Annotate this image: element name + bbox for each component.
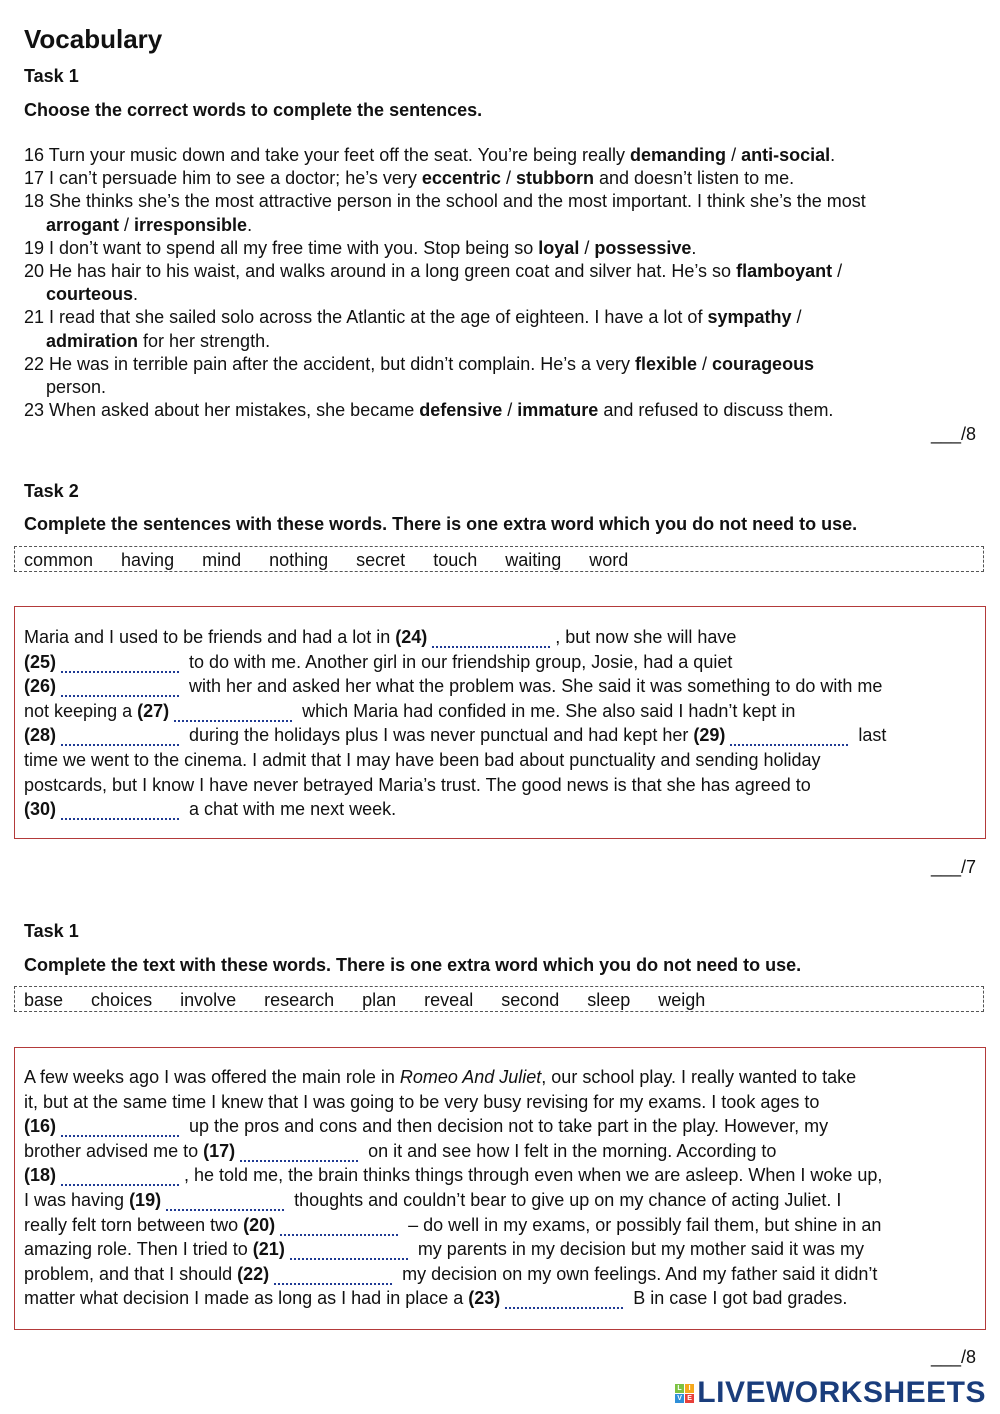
- text-line: [15, 748, 985, 773]
- bold-text: flamboyant: [736, 260, 833, 281]
- text: 16 Turn your music down and take your feet off the seat. You’re being really: [24, 145, 631, 165]
- task-heading: Task 1: [24, 66, 79, 86]
- text: person.: [46, 376, 107, 397]
- text: postcards, but I know I have never betrayed Maria’s trust. The good news is that she has agreed to: [24, 774, 811, 795]
- logo-tile: I: [685, 1384, 694, 1393]
- text: B in case I got bad grades.: [628, 1288, 848, 1309]
- bold-text: (26): [24, 676, 57, 697]
- text: 18 She thinks she’s the most attractive person in the school and the most important. I think she’s the most: [24, 191, 866, 212]
- text: which Maria had confided in me. She also said I hadn’t kept in: [297, 700, 796, 721]
- bold-text: (19): [129, 1189, 162, 1210]
- text-line: [15, 1262, 985, 1287]
- word-bank-item: waiting: [505, 550, 562, 570]
- word-bank: [14, 546, 984, 572]
- score: ___/8: [930, 1347, 976, 1367]
- word-bank-item: word: [589, 550, 629, 570]
- word-bank-item: mind: [202, 550, 242, 570]
- text: 22 He was in terrible pain after the accident, but didn’t complain. He’s a very: [24, 353, 635, 374]
- bold-text: (28): [24, 725, 57, 746]
- text-line: [24, 330, 984, 353]
- bold-text: eccentric: [421, 168, 501, 189]
- text: /: [119, 214, 135, 235]
- text-line: [15, 1237, 985, 1262]
- bold-text: (23): [468, 1288, 501, 1309]
- task-instruction: Choose the correct words to complete the sentences.: [24, 100, 483, 120]
- text: – do well in my exams, or possibly fail them, but shine in an: [403, 1214, 882, 1235]
- text: a chat with me next week.: [184, 799, 397, 820]
- bold-text: (21): [252, 1239, 285, 1260]
- answer-blank-25[interactable]: [61, 657, 179, 673]
- word-bank-item: common: [24, 550, 94, 570]
- text: /: [579, 237, 595, 258]
- text: 17 I can’t persuade him to see a doctor; he’s very: [24, 168, 422, 189]
- text: 23 When asked about her mistakes, she became: [24, 400, 420, 421]
- text-line: [24, 190, 984, 213]
- logo-text: LIVEWORKSHEETS: [697, 1376, 986, 1409]
- bold-text: (22): [237, 1263, 270, 1284]
- answer-blank-22[interactable]: [274, 1269, 392, 1285]
- text-line: [15, 1139, 985, 1164]
- bold-text: anti-social: [741, 145, 831, 165]
- text: my parents in my decision but my mother said it was my: [412, 1239, 864, 1260]
- bold-text: (27): [137, 700, 170, 721]
- text: up the pros and cons and then decision not to take part in the play. However, my: [184, 1116, 829, 1137]
- answer-blank-26[interactable]: [61, 681, 179, 697]
- text: amazing role. Then I tried to: [24, 1239, 253, 1260]
- score: ___/7: [930, 857, 976, 877]
- bold-text: admiration: [46, 330, 139, 351]
- bold-text: irresponsible: [134, 214, 248, 235]
- text: to do with me. Another girl in our friendship group, Josie, had a quiet: [184, 651, 733, 672]
- word-bank-item: choices: [91, 990, 153, 1010]
- answer-blank-17[interactable]: [240, 1146, 358, 1162]
- text-line: [24, 376, 984, 399]
- text: during the holidays plus I was never punctual and had kept her: [184, 725, 694, 746]
- text-line: [24, 167, 984, 190]
- text: thoughts and couldn’t bear to give up on my chance of acting Juliet. I: [289, 1189, 842, 1210]
- word-bank-item: base: [24, 990, 64, 1010]
- text: for her strength.: [138, 330, 271, 351]
- text: /: [500, 168, 516, 189]
- logo-icon: [675, 1384, 694, 1403]
- text-line: [15, 625, 985, 650]
- page-title: Vocabulary: [24, 24, 163, 54]
- gap-fill-text: [14, 606, 986, 839]
- answer-blank-19[interactable]: [166, 1195, 284, 1211]
- bold-text: immature: [517, 400, 599, 421]
- word-bank-item: plan: [362, 990, 397, 1010]
- word-bank: [14, 986, 984, 1012]
- text-line: [24, 283, 984, 306]
- bold-text: courageous: [712, 353, 815, 374]
- bold-text: (20): [243, 1214, 276, 1235]
- answer-blank-16[interactable]: [61, 1121, 179, 1137]
- bold-text: stubborn: [515, 168, 594, 189]
- bold-text: courteous: [46, 284, 134, 305]
- bold-text: demanding: [630, 145, 727, 165]
- text: , but now she will have: [555, 627, 737, 647]
- text: I was having: [24, 1189, 130, 1210]
- text-line: [15, 699, 985, 724]
- sentence-list: [24, 144, 984, 422]
- text: /: [832, 260, 843, 281]
- text: /: [791, 307, 802, 328]
- text: with her and asked her what the problem was. She said it was something to do with me: [184, 676, 883, 697]
- text: .: [691, 237, 697, 258]
- task-heading: Task 1: [24, 921, 79, 941]
- text-line: [15, 1114, 985, 1139]
- text-line: [15, 1188, 985, 1213]
- word-bank-item: sleep: [587, 990, 631, 1010]
- answer-blank-27[interactable]: [174, 706, 292, 722]
- text: .: [830, 145, 836, 165]
- text: my decision on my own feelings. And my father said it didn’t: [397, 1263, 878, 1284]
- word-bank-item: research: [264, 990, 335, 1010]
- bold-text: (30): [24, 799, 57, 820]
- text: time we went to the cinema. I admit that I may have been bad about punctuality and sending holiday: [24, 749, 821, 770]
- word-bank-item: involve: [180, 990, 237, 1010]
- text-line: [24, 144, 984, 167]
- bold-text: arrogant: [46, 214, 120, 235]
- score: ___/8: [930, 424, 976, 444]
- bold-text: possessive: [594, 237, 692, 258]
- text: A few weeks ago I was offered the main role in: [24, 1067, 400, 1087]
- text: Maria and I used to be friends and had a lot in: [24, 627, 396, 647]
- text: and refused to discuss them.: [598, 400, 834, 421]
- text-line: [15, 1163, 985, 1188]
- text-line: [24, 237, 984, 260]
- word-bank-item: having: [121, 550, 175, 570]
- text-line: [15, 723, 985, 748]
- word-bank-item: second: [501, 990, 560, 1010]
- text-line: [15, 1090, 985, 1115]
- answer-blank-29[interactable]: [730, 730, 848, 746]
- text: , our school play. I really wanted to take: [541, 1067, 857, 1087]
- text-line: [15, 797, 985, 822]
- text: 19 I don’t want to spend all my free time with you. Stop being so: [24, 237, 539, 258]
- text-line: [15, 650, 985, 675]
- text: last: [853, 725, 887, 746]
- text-line: [15, 1213, 985, 1238]
- text: /: [697, 353, 713, 374]
- liveworksheets-logo: [675, 1376, 986, 1410]
- text: .: [247, 214, 253, 235]
- answer-blank-18[interactable]: [61, 1170, 179, 1186]
- answer-blank-28[interactable]: [61, 730, 179, 746]
- text: /: [502, 400, 518, 421]
- text: .: [133, 284, 139, 305]
- bold-text: defensive: [419, 400, 503, 421]
- text: matter what decision I made as long as I had in place a: [24, 1288, 469, 1309]
- answer-blank-30[interactable]: [61, 804, 179, 820]
- text: not keeping a: [24, 700, 138, 721]
- text-line: [15, 674, 985, 699]
- task-heading: Task 2: [24, 481, 79, 501]
- answer-blank-20[interactable]: [280, 1220, 398, 1236]
- bold-text: loyal: [538, 237, 580, 258]
- text-line: [24, 399, 984, 422]
- bold-text: (18): [24, 1165, 57, 1186]
- text-line: [24, 260, 984, 283]
- word-bank-item: nothing: [269, 550, 329, 570]
- bold-text: (17): [203, 1140, 236, 1161]
- task-instruction: Complete the text with these words. There is one extra word which you do not need to use.: [24, 955, 802, 975]
- italic-text: Romeo And Juliet: [399, 1067, 542, 1087]
- text-line: [15, 1065, 985, 1090]
- text: 20 He has hair to his waist, and walks around in a long green coat and silver hat. He’s so: [24, 260, 737, 281]
- text: brother advised me to: [24, 1140, 204, 1161]
- text: 21 I read that she sailed solo across the Atlantic at the age of eighteen. I have a lot of: [24, 307, 708, 328]
- text-line: [24, 353, 984, 376]
- text-line: [15, 773, 985, 798]
- task-instruction: Complete the sentences with these words. There is one extra word which you do not need to use.: [24, 514, 858, 534]
- text: and doesn’t listen to me.: [593, 168, 795, 189]
- text-line: [15, 1286, 985, 1311]
- logo-tile: E: [687, 1394, 693, 1402]
- answer-blank-21[interactable]: [290, 1244, 408, 1260]
- text: /: [726, 145, 742, 165]
- answer-blank-24[interactable]: [432, 632, 550, 648]
- bold-text: (24): [395, 627, 428, 647]
- bold-text: (29): [693, 725, 726, 746]
- text: really felt torn between two: [24, 1214, 244, 1235]
- text: , he told me, the brain thinks things through even when we are asleep. When I woke up,: [184, 1165, 883, 1186]
- gap-fill-text: [14, 1047, 986, 1330]
- text-line: [24, 306, 984, 329]
- text-line: [24, 214, 984, 237]
- logo-tile: L: [675, 1384, 684, 1393]
- text: problem, and that I should: [24, 1263, 238, 1284]
- text: on it and see how I felt in the morning. According to: [363, 1140, 777, 1161]
- bold-text: flexible: [635, 353, 698, 374]
- word-bank-item: reveal: [424, 990, 474, 1010]
- text: it, but at the same time I knew that I was going to be very busy revising for my exams. I took ages to: [24, 1091, 820, 1112]
- bold-text: (16): [24, 1116, 57, 1137]
- bold-text: sympathy: [707, 307, 792, 328]
- answer-blank-23[interactable]: [505, 1293, 623, 1309]
- word-bank-item: secret: [356, 550, 406, 570]
- bold-text: (25): [24, 651, 57, 672]
- word-bank-item: weigh: [658, 990, 706, 1010]
- logo-tile: V: [677, 1394, 683, 1402]
- word-bank-item: touch: [433, 550, 478, 570]
